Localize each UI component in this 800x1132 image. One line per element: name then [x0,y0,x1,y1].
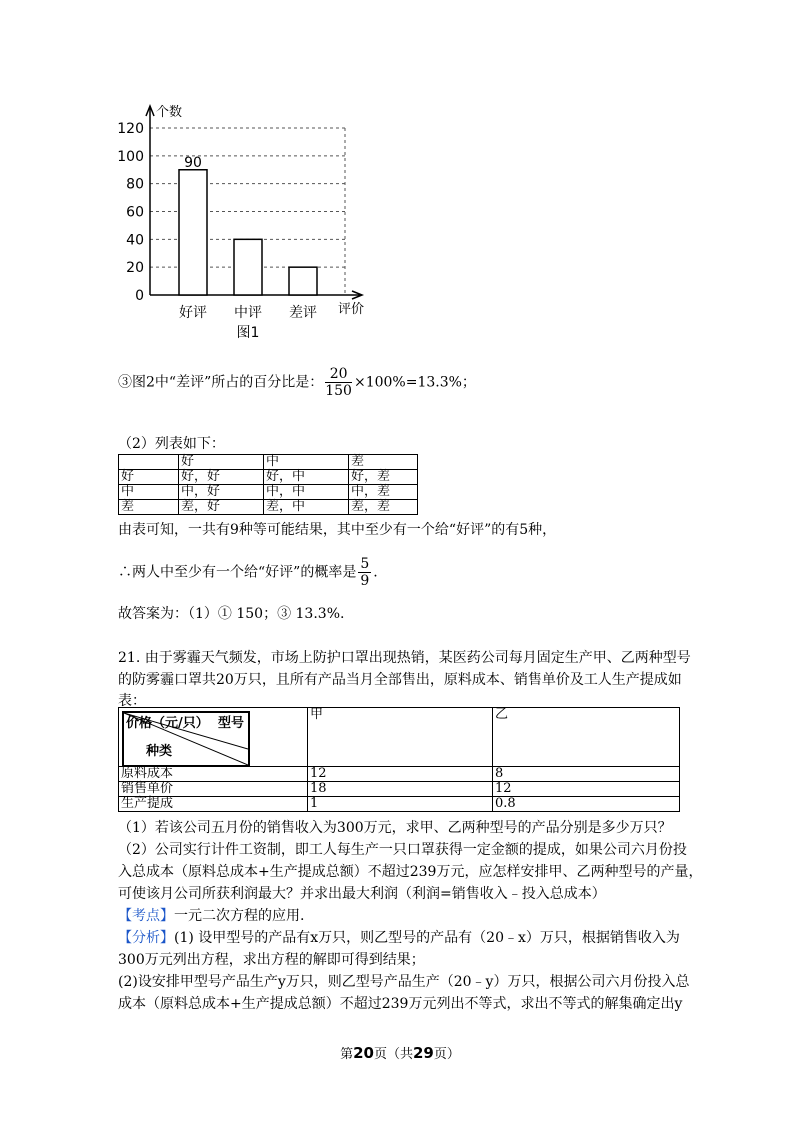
table-cell: 中，好 [179,485,264,500]
table-cell: 差，好 [179,500,264,515]
y-axis-label: 个数 [156,105,183,120]
q3-numerator: 20 [325,366,352,383]
y-tick-label: 120 [117,121,144,137]
table-cell: 差，中 [264,500,349,515]
probability-numerator: 5 [360,556,370,572]
table-cell: 好，中 [264,470,349,485]
x-tick-label: 好评 [179,305,207,321]
kaodian-text: 一元二次方程的应用. [174,908,305,924]
q21-sub2-line: 可使该月公司所获利润最大？并求出最大利润（利润=销售收入﹣投入总成本） [118,886,606,902]
q3-prefix: ③图2中“差评”所占的百分比是： [118,374,324,391]
fenxi-text-line: (2)设安排甲型号产品生产y万只，则乙型号产品生产（20﹣y）万只，根据公司六月份投入总 [118,974,690,990]
probability-line [118,556,378,589]
probability-denominator: 9 [360,573,370,589]
bar [179,170,207,295]
table-cell: 1 [308,797,493,812]
table-header-cell: 差 [349,455,418,470]
q21-sub1: （1）若该公司五月份的销售收入为300万元，求甲、乙两种型号的产品分别是多少万只？ [118,820,672,836]
page-footer [0,1043,800,1062]
fenxi-text-line: 成本（原料总成本+生产提成总额）不超过239万元列出不等式，求出不等式的解集确定出y [118,996,683,1012]
footer-text: 第 [340,1047,354,1062]
fenxi-text: (1) 设甲型号的产品有x万只，则乙型号的产品有（20﹣x）万只，根据销售收入为 [174,930,680,946]
table-cell: 8 [493,767,680,782]
table-cell: 好，差 [349,470,418,485]
table-cell: 差，差 [349,500,418,515]
diagonal-header-cell [119,708,308,767]
table-cell: 中，中 [264,485,349,500]
cost-table-col-header: 甲 [308,708,493,767]
cost-table-row [119,797,680,812]
footer-text: 页） [433,1047,460,1062]
x-tick-label: 差评 [289,305,317,321]
bar-chart [112,100,382,345]
q3-denominator: 150 [325,383,352,399]
table-cell: 18 [308,782,493,797]
footer-total-pages: 29 [413,1044,434,1062]
y-tick-label: 40 [126,232,144,249]
q3-fraction [325,366,352,399]
diag-label-model: 型号 [218,716,245,731]
y-tick-label: 100 [117,148,144,165]
footer-page-number: 20 [353,1044,374,1062]
q3-suffix: ×100%=13.3%； [353,374,476,391]
probability-suffix: . [373,564,378,581]
y-tick-label: 60 [126,204,144,221]
q3-line [118,366,476,399]
chart-caption: 图1 [236,325,260,341]
fenxi-text-line: 300万元列出方程，求出方程的解即可得到结果； [118,952,425,968]
part2-title: （2）列表如下： [118,436,225,452]
probability-prefix: ∴两人中至少有一个给“好评”的概率是 [118,564,357,581]
fenxi-tag: 【分析】 [118,930,174,946]
cost-table-col-header: 乙 [493,708,680,767]
table-cell: 12 [308,767,493,782]
table-header-cell [119,455,179,470]
table-row [119,470,418,485]
conclusion-line-1: 由表可知，一共有9种等可能结果，其中至少有一个给“好评”的有5种， [118,522,557,538]
x-axis-label: 评价 [338,302,365,317]
table-row [119,485,418,500]
cost-table-header-row [119,708,680,767]
data-label: 90 [184,154,202,171]
q21-text-line: 21. 由于雾霾天气频发，市场上防护口罩出现热销，某医药公司每月固定生产甲、乙两种型号 [118,650,691,666]
probability-fraction [358,556,371,589]
q21-sub2-line: （2）公司实行计件工资制，即工人每生产一只口罩获得一定金额的提成，如果公司六月份投 [118,842,687,858]
cost-table-row [119,782,680,797]
diagonal-header-box [122,711,250,767]
y-tick-label: 80 [126,176,144,193]
q21-text-line: 的防雾霾口罩共20万只，且所有产品当月全部售出，原料成本、销售单价及工人生产提成如 [118,672,682,688]
y-tick-label: 20 [126,260,144,277]
diag-label-price: 价格（元/只） [126,716,209,731]
table-cell: 好 [119,470,179,485]
table-cell: 原料成本 [119,767,308,782]
table-cell: 好，好 [179,470,264,485]
diag-label-kind: 种类 [146,744,173,759]
table-cell: 销售单价 [119,782,308,797]
answer-line: 故答案为：（1）① 150；③ 13.3%. [118,606,345,622]
bar [289,267,317,295]
outcome-table [118,454,418,515]
q21-text-line: 表： [118,693,146,709]
x-tick-label: 中评 [234,305,262,321]
table-cell: 差 [119,500,179,515]
cost-table [118,707,680,812]
bar [234,239,262,295]
fenxi-line [118,928,680,948]
footer-text: 页（共 [373,1047,413,1062]
table-cell: 0.8 [493,797,680,812]
table-row [119,500,418,515]
table-cell: 中 [119,485,179,500]
table-cell: 12 [493,782,680,797]
table-cell: 中，差 [349,485,418,500]
table-header-row [119,455,418,470]
kaodian-tag: 【考点】 [118,908,174,924]
q21-sub2-line: 入总成本（原料总成本+生产提成总额）不超过239万元，应怎样安排甲、乙两种型号的产量， [118,864,703,880]
kaodian-line [118,906,304,926]
table-header-cell: 中 [264,455,349,470]
table-cell: 生产提成 [119,797,308,812]
y-tick-label: 0 [135,288,144,304]
cost-table-row [119,767,680,782]
table-header-cell: 好 [179,455,264,470]
